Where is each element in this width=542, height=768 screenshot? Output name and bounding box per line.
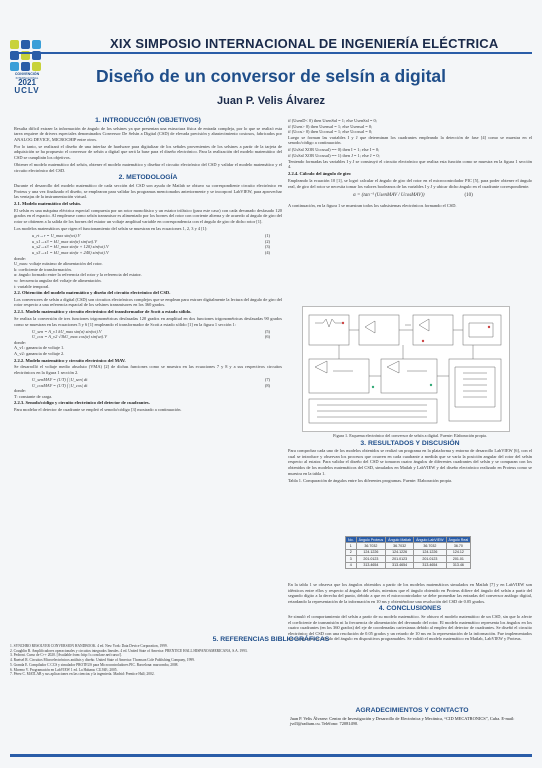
- section-conclusions-heading: 4. CONCLUSIONES: [378, 605, 442, 613]
- where-label: donde:: [14, 255, 26, 261]
- right-column-lower: [288, 433, 532, 483]
- phase-detection-paragraph: Luego se forman las variables I y J que determinan los cuadrantes empleando la detección de fase [4] como se muestra en el senodo/código a continuación.: [288, 134, 532, 146]
- table-row: 4 313.4654 313.4654 313.4654 313.46: [346, 562, 471, 568]
- variable-definition: T: constante de carga.: [14, 393, 53, 399]
- equation-5: U_sen = A_v1 kU_max sin(α) sin(wt).V (5): [32, 328, 270, 334]
- acknowledgements: [290, 706, 534, 727]
- equation-2: u_s1→s3 = kU_max sin(α) sin(wt).V (2): [32, 238, 270, 244]
- section-introduction-heading: 1. INTRODUCCIÓN (OBJETIVOS): [95, 117, 201, 124]
- reference-item: 6. Moreno V. Programación en LabVIEW 1 ed. La Habana: CUJAE; 2005.: [10, 667, 118, 672]
- right-column-bottom: [288, 582, 532, 643]
- variable-definition: k: coeficiente de transformación.: [14, 266, 72, 272]
- selsin-model-paragraph-2: Los modelos matemáticos que rigen el funcionamiento del selsín se muestran en las ecuaciones 1, 2, 3 y 4 [1]:: [14, 226, 208, 232]
- equation-4: u_s3→s1 = kU_max sin(α + 240) sin(wt).V (4): [32, 249, 270, 255]
- subsection-2-1-heading: 2.1. Modelo matemático del selsín.: [14, 201, 81, 207]
- variable-definition: t: variable temporal.: [14, 283, 50, 289]
- scott-paragraph: Se realiza la conversión de tres funciones trigonométricas desfasadas 120 grados en amplitud en dos funciones trigonométricas desfasadas 90 grados como se muestran en las ecuaciones 5 y 6 [1] empleando el transformador de Scott a estado sólido [1] en la figura 1 sección 1:: [14, 316, 282, 327]
- table-header-cell: Ángulo Matlab: [386, 537, 414, 543]
- table-header-cell: Ángulo LabVIEW: [414, 537, 446, 543]
- subsection-2-2-3-heading: 2.2.3. Senodo/código y circuito electrónico del detector de cuadrantes.: [14, 400, 150, 406]
- section-references-heading: 5. REFERENCIAS BIBLIOGRÁFICAS: [212, 636, 330, 643]
- methodology-paragraph: Durante el desarrollo del modelo matemático de cada sección del CSD son ayuda de Matlab se obtuvo su correspondiente circuito electrónico en Proteus y una vez finalizado el diseño, se emplearon para validar los programas mencionados anteriormente y se incorporó LabVIEW, para aprovechar las ventajas de la instrumentación virtual.: [14, 182, 282, 200]
- figure-caption: Figura 1. Esquema electrónico del conversor de selsín a digital. Fuente: Elaboración propia.: [333, 433, 487, 438]
- subsection-2-2-heading: 2.2. Obtención del modelo matemático y diseño del circuito electrónico del CSD.: [14, 290, 171, 296]
- reference-item: 1. SYNCHRO RESOLVER CONVERSION HANDBOOK. 4 ed. New York: Data Device Corporation, 1999.: [10, 644, 168, 648]
- code-line: if (Ucos> 0) then Ucossal = 1; else Ucossal = 0;: [288, 129, 373, 135]
- selsin-model-paragraph: El selsín es una máquina eléctrica especial compuesta por un rotor monofásico y un estator trifásico (para este caso) con cada devanado desfasado 120 grados en el espacio. Al emplearse como selsín transmisor es alimentado por los bornes del rotor con corriente alterna y de acuerdo al ángulo de giro del rotor se obtienen a la salida de los bornes del estator un voltaje amplitud variable en correspondencia con el ángulo de giro de dicho rotor [1].: [14, 207, 282, 224]
- logo-line1: CONVENCIÓN: [14, 72, 40, 76]
- table-header-cell: Ángulo Proteus: [356, 537, 386, 543]
- header-rule: [10, 52, 532, 54]
- table-caption: Tabla 1. Comparación de ángulos entre los diferentes programas. Fuente: Elaboración propia.: [288, 477, 453, 483]
- equation-7: U_senMAV = (1/T) ∫ |U_sen| dt (7): [32, 376, 270, 382]
- quadrant-paragraph: Para modelar el detector de cuadrante se empleó el senodo/código [3] mostrado a continuación.: [14, 406, 182, 412]
- results-table: [345, 536, 471, 569]
- circuit-schematic: [303, 307, 509, 431]
- intro-paragraph-1: Resulta difícil extraer la información de ángulo de los selsines ya que presentan una estructura física de entrada compleja, por lo que se realizó esta tarea requiere de drivers especiales denominados Conversor De Selsín a Digital (CSD) de elevada precisión y abastecimiento costosos, fabricados por ANALOG DEVICE, MICROCHIP entre otros.: [14, 125, 282, 142]
- table-row: 1 36.7032 36.7032 36.7032 36.70: [346, 543, 471, 549]
- results-paragraph-2: En la tabla 1 se observa que los ángulos obtenidos a partir de los modelos matemáticos simulados en Matlab [7] y en LabVIEW son idénticos entre ellos y respecto al ángulo del selsín, mientras que el ángulo obtenido en Proteus difiere del ángulo del selsín a partir del segundo dígito a la derecha del punto, debido a que en el microcontrolador se debe promediar las entradas del conversor análogo digital, retardando la representación de la información en 10 ms y obteniéndose una resolución del CSD de 0.05 grados.: [288, 582, 532, 604]
- reference-item: 5. Granda E. Compilador C CCS y simulador PROTEUS para Microcontroladores PIC. Barcelona: marcombo, 2008.: [10, 662, 179, 667]
- table-header-cell: Ángulo Real: [446, 537, 471, 543]
- intro-paragraph-3: Obtener el modelo matemático del selsín, obtener el modelo matemático y diseñar el circuito electrónico del CSD y validar el modelo matemático y el circuito electrónico del CSD.: [14, 162, 282, 173]
- footer-rule: [10, 754, 532, 757]
- variable-definition: α: ángulo formado entre la referencia del rotor y la referencia del estator.: [14, 272, 142, 278]
- equation-6: U_cos = A_v2 √3kU_max cos(α) sin(wt).V (6): [32, 334, 270, 340]
- equation-1: u_rt→r = U_max sin(wt).V (1): [32, 233, 270, 239]
- subsection-2-2-2-heading: 2.2.2. Modelo matemático y circuito electrónico del MAV.: [14, 357, 126, 363]
- poster-title: Diseño de un conversor de selsín a digital: [95, 66, 447, 86]
- reference-item: 3. Pedroni. Curso de C++ 2020. [Available from: http://c.conclase.net/curso/].: [10, 653, 122, 658]
- figure-intro-paragraph: A continuación, en la figura 1 se muestran todos los subsistemas electrónicos formando el CSD.: [288, 202, 457, 208]
- logo-line2: INTERNACIONAL: [15, 75, 39, 80]
- contact-text: Juan P. Velis Álvarez: Centro de Investigación y Desarrollo de Electrónica y Mecánica, “CID MECATRONICS”, Cuba. E-mail: jvd3@radium.cu. Teléfono: 72081490.: [290, 715, 515, 727]
- variable-definition: w: frecuencia angular del voltaje de alimentación.: [14, 277, 102, 283]
- references-list: [10, 644, 285, 677]
- reference-item: 7. Pérez C. MATLAB y sus aplicaciones en las ciencias y la ingeniería. Madrid: Prentice Hall; 2002.: [10, 672, 155, 677]
- code-line: if (UsenD< 0) then UsenSal = 1; else UsenSal = 0;: [288, 118, 377, 123]
- conference-name: XIX SIMPOSIO INTERNACIONAL DE INGENIERÍA ELÉCTRICA: [110, 36, 499, 51]
- mav-paragraph: Se desarrolló el voltaje medio absoluto (VMA) [2] de dichas funciones como se muestra en las ecuaciones 7 y 8 y a sus respectivos circuitos electrónicos en la figura 1 sección 2.: [14, 364, 282, 375]
- ij-paragraph: Teniendo formadas las variables I y J se construyó el circuito electrónico que realiza esta función como se muestra en la figura 1 sección 4.: [288, 158, 532, 170]
- equation-8: U_cosMAV = (1/T) ∫ |U_cos| dt (8): [32, 382, 270, 388]
- poster-author: Juan P. Velis Álvarez: [216, 95, 326, 107]
- variable-definition: U_max: voltaje máximo de alimentación del rotor.: [14, 261, 103, 267]
- circuit-schematic-figure: [302, 306, 510, 432]
- where-label: donde:: [14, 339, 26, 345]
- acknowledgements-heading: AGRADECIMIENTOS Y CONTACTO: [355, 707, 469, 714]
- code-line: if (UsSal XOR Ucossal) == 1) then J = 1; else J = 0;: [288, 153, 380, 159]
- table-row: 2 124.1226 124.1226 124.1226 124.12: [346, 549, 471, 555]
- angle-calc-paragraph: Empleando la ecuación 10 [1], se logró calcular el ángulo de giro del rotor en el microcontrolador PIC [5], para poder obtener el ángulo real, de giro del rotor se necesita tomar los valores booleanos de las variables I y J y ubicar dicho ángulo en el cuadrante correspondiente.: [288, 177, 532, 189]
- logo-org: UCLV: [14, 86, 40, 96]
- section-results-heading: 3. RESULTADOS Y DISCUSIÓN: [360, 439, 460, 447]
- results-paragraph-1: Para comprobar cada uno de los modelos obtenidos se realizó un programa en la plataforma y entorno de desarrollo LabVIEW [6], con el cual se introduce y observan los procesos que ocurren en cada cuadrante a medida que se varía la posición angular del rotor del selsín respecto al estator. Para validar el diseño del CSD se tomaron cuatro ángulos de diferentes cuadrantes del selsín y se comparan con los obtenidos de los modelos matemáticos del CSD, simulados en Matlab y LabVIEW y del diseño electrónico realizado en Proteus como se muestra en la tabla 1.: [288, 448, 532, 476]
- where-label: donde:: [14, 388, 26, 394]
- table-row: 3 201.0123 201.0123 201.0123 201.01: [346, 556, 471, 562]
- reference-item: 2. Coughlin R. Amplificadores operacionales y circuitos integrados lineales. 4 ed. United State of America: PRENTICE HALL HISPANOAMERICANA, S.A. 1993.: [10, 648, 248, 653]
- subsection-2-2-1-heading: 2.2.1. Modelo matemático y circuito electrónico del transformador de Scott a estado sólido.: [14, 309, 192, 315]
- equation-3: u_s2→s3 = kU_max sin(α + 120) sin(wt).V (3): [32, 244, 270, 250]
- reference-item: 4. Ruetsel R. Circuitos Microelectrónicos análisis y diseño. United State of America: Thomson Cole Publishing Company, 1999.: [10, 658, 195, 663]
- section-methodology-heading: 2. METODOLOGÍA: [118, 174, 178, 182]
- equation-10: α = (tan⁻¹ (UsenMAV / UcosMAV)) (10): [353, 193, 473, 199]
- left-column: [14, 116, 282, 414]
- table-header-cell: No.: [346, 537, 357, 543]
- csd-paragraph: Los conversores de selsín a digital (CSD) son circuitos electrónicos complejos que se emplean para extraer digitalmente la lectura del ángulo de giro del rotor respecto a una referencia espacial de los selsines transmisores en los 360 grados.: [14, 296, 282, 308]
- variable-definition: A_v2: ganancia de voltaje 2.: [14, 351, 65, 357]
- code-line: if (Usen> 0) then Usensal = 1; else Usensal = 0;: [288, 123, 373, 129]
- code-line: if (UsSal XOR Ucossal) == 0) then I = 1; else I = 0;: [288, 147, 380, 153]
- variable-definition: A_v1: ganancia de voltaje 1.: [14, 345, 65, 351]
- right-column: [288, 118, 532, 210]
- intro-paragraph-2: Por lo tanto, se realizará el diseño de una interfaz de hardware para digitalizar de los señales provenientes de los selsines a partir de la tarjeta de adquisición se ha propuesto el conversor de selsín a digital que será la base para el diseño electrónico. Para la realización del modelo matemático del CSD se cumplirán los objetivos.: [14, 143, 282, 161]
- conclusions-paragraph: Se simuló el comportamiento del selsín a partir de su modelo matemático. Se obtuvo el modelo matemático de un CSD, sin que lo afecte el coeficiente de transmisión ni la frecuencia de alimentación del devanado del rotor. El modelo matemático representa los ángulos en los cuatro cuadrantes (en los 360 grados) del eje de coordenadas cartesianas debido al empleo del detector de cuadrantes. Se diseñó el circuito electrónico del CSD con una resolución de 0.05 grados y un retardo de 10 ms en la representación de la información. Fue implementados del código para el cálculo del ángulo en dispositivos programables. Se validó el modelo matemático en Matlab, LabVIEW y Proteus.: [288, 613, 532, 642]
- subsection-2-2-4-heading: 2.2.4. Cálculo del ángulo de giro: [288, 171, 351, 177]
- logo-year: 2021: [18, 78, 36, 88]
